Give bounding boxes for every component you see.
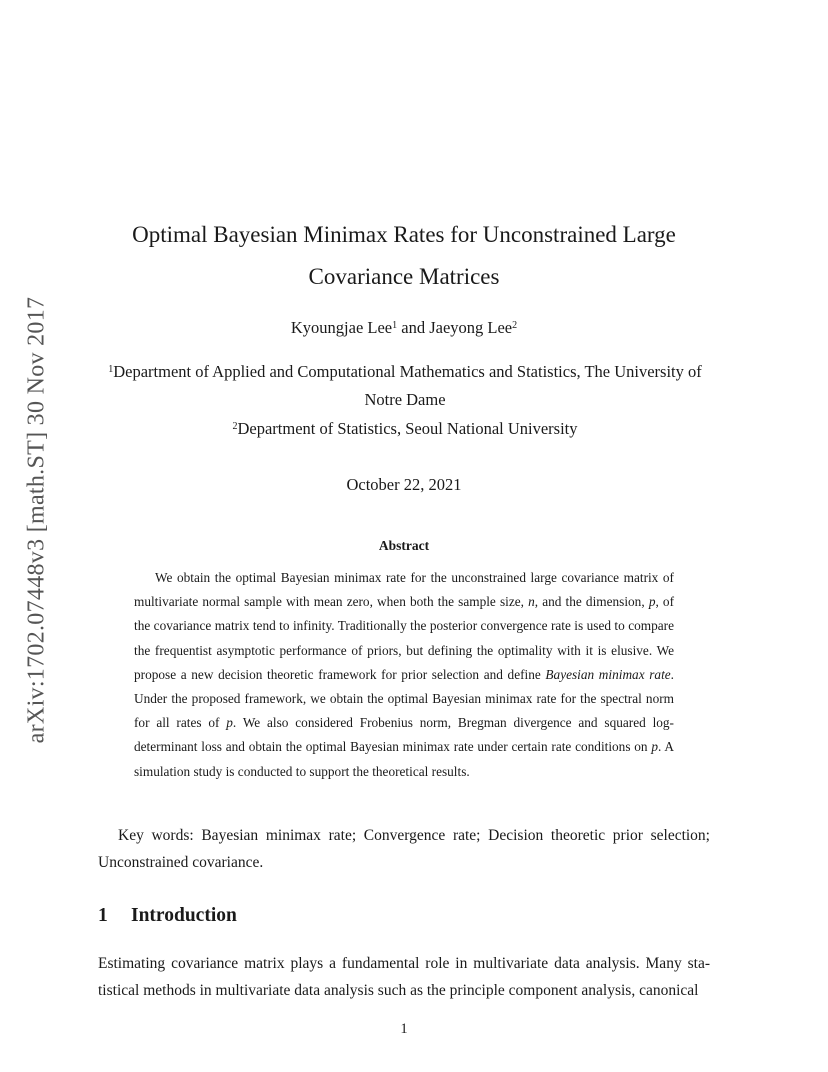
keywords: Key words: Bayesian minimax rate; Convergence rate; Decision theoretic prior selection; Unconstrained covariance. [98, 827, 710, 871]
affiliation-1 [95, 358, 715, 414]
abstract-text: . Under the proposed framework, we obtain the optimal Bayesian minimax rate for the spectral norm for all rates of [134, 666, 674, 731]
author-name: Kyoungjae Lee [290, 318, 393, 337]
paper-date: October 22, 2021 [346, 475, 462, 494]
abstract-body [134, 566, 674, 784]
affiliation-2 [95, 415, 715, 443]
affiliation-text: Department of Statistics, Seoul National University [237, 419, 578, 438]
math-variable: p [651, 739, 659, 755]
emphasized-term: Bayesian minimax rate [545, 666, 671, 682]
section-title: Introduction [131, 905, 237, 926]
author-affiliation-mark: 2 [512, 320, 518, 331]
paper-title: Optimal Bayesian Minimax Rates for Unconstrained Large Covariance Matrices [132, 222, 676, 289]
affiliation-mark: 1 [108, 364, 114, 375]
author-list [100, 317, 708, 339]
author-name: Jaeyong Lee [429, 318, 513, 337]
affiliation-mark: 2 [232, 421, 238, 432]
author-affiliation-mark: 1 [392, 320, 398, 331]
abstract-text: . A simulation study is conducted to support the theoretical results. [134, 739, 674, 779]
math-variable: n [528, 594, 535, 610]
abstract-text: , of the covariance matrix tend to infinity. Traditionally the posterior convergence rate is used to compare the frequentist asymptotic performance of priors, but defining the optimality with it is elusive. We propose a new decision theoretic framework for prior selection and define [134, 594, 675, 682]
abstract-text: We obtain the optimal Bayesian minimax rate for the unconstrained large covariance matrix of multivariate normal sample with mean zero, when both the sample size, [134, 570, 674, 610]
math-variable: p [226, 715, 233, 731]
author-separator: and [397, 318, 430, 337]
arxiv-identifier-stamp: arXiv:1702.07448v3 [math.ST] 30 Nov 2017 [23, 296, 50, 744]
abstract-heading: Abstract [378, 538, 430, 553]
abstract-text: . We also considered Frobenius norm, Bregman divergence and squared log-determinant loss and obtain the optimal Bayesian minimax rate under certain rate conditions on [134, 715, 674, 755]
page-number: 1 [400, 1021, 408, 1037]
introduction-paragraph: Estimating covariance matrix plays a fundamental role in multivariate data analysis. Many sta- tistical methods in multivariate data analysis such as the principle component analysis, canonical [98, 955, 710, 999]
math-variable: p [648, 594, 656, 610]
affiliation-text: Department of Applied and Computational Mathematics and Statistics, The University of Notre Dame [113, 362, 702, 409]
abstract-text: , and the dimension, [534, 594, 649, 610]
section-number: 1 [98, 905, 108, 926]
section-heading [98, 905, 237, 927]
